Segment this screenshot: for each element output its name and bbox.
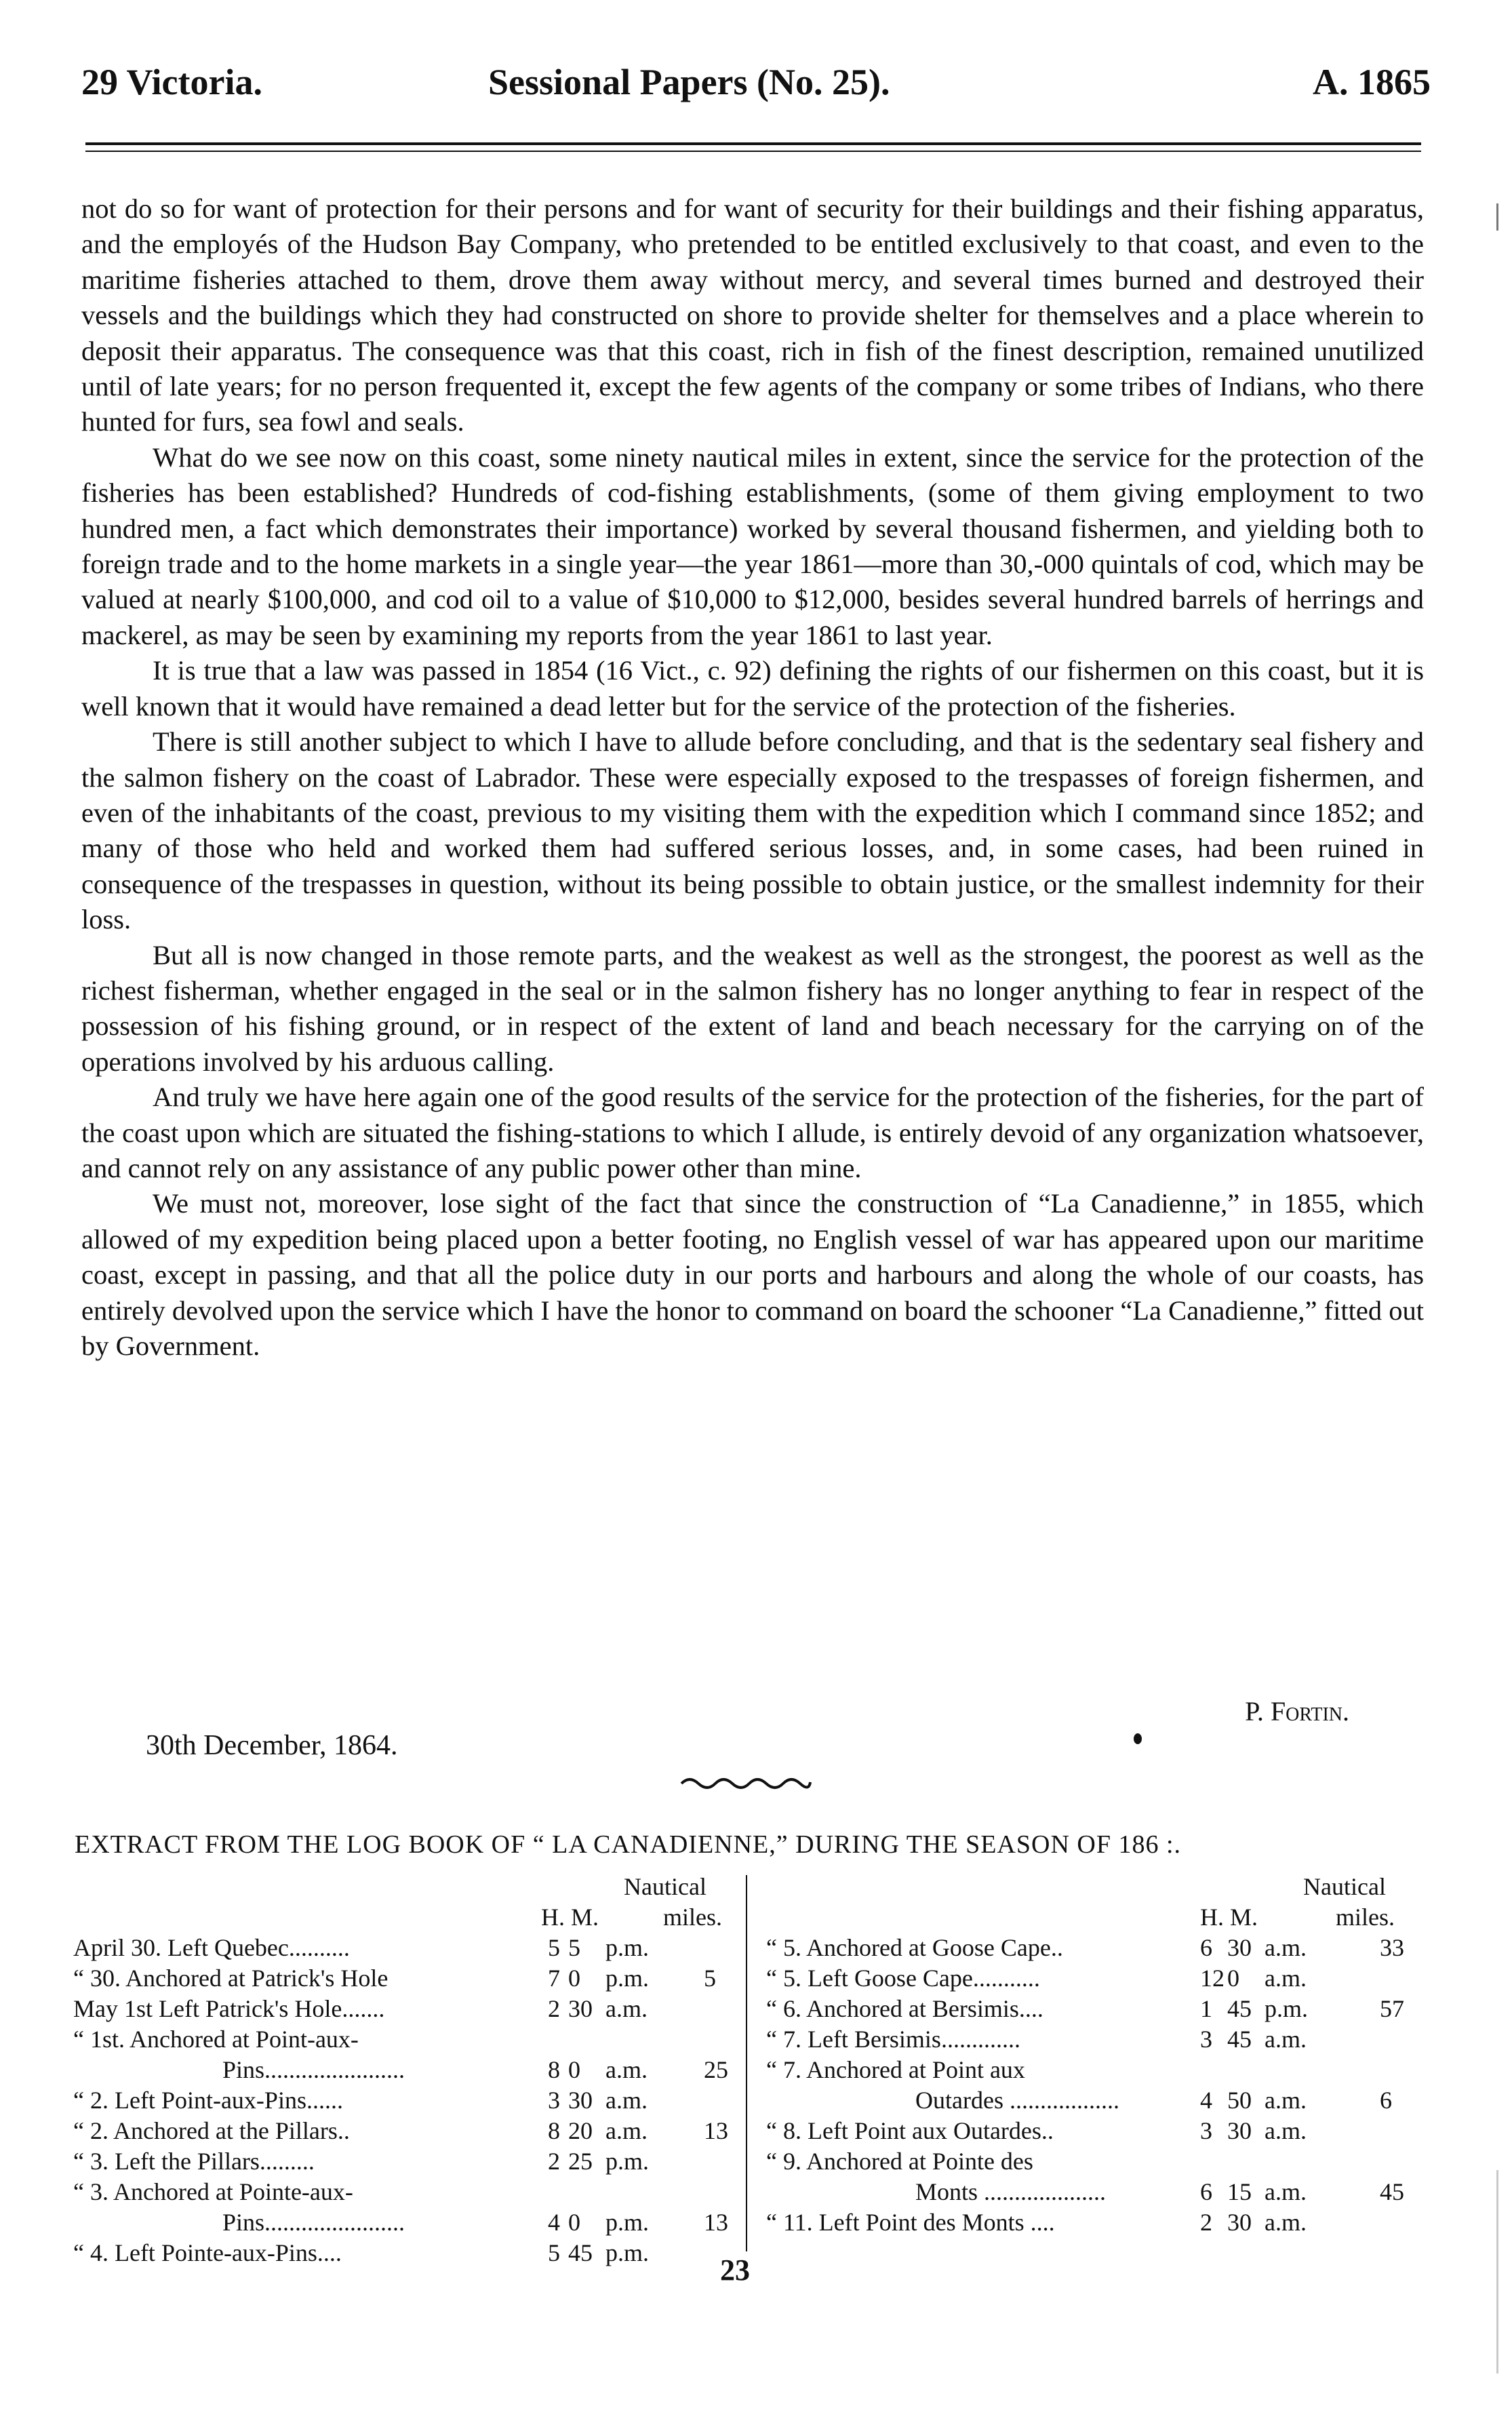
log-ampm: p.m.	[605, 2239, 650, 2266]
log-entry	[766, 1963, 1417, 1994]
log-hour: 2	[1200, 2209, 1212, 2236]
log-entry	[766, 1933, 1417, 1963]
log-miles: 6	[1380, 2087, 1392, 2114]
log-hour: 4	[548, 2209, 560, 2236]
log-entry	[73, 2055, 744, 2085]
log-description: “ 1st. Anchored at Point-aux-	[73, 2026, 359, 2053]
log-description: “ 8. Left Point aux Outardes..	[766, 2117, 1054, 2144]
log-hour: 2	[548, 2148, 560, 2175]
log-hour: 3	[1200, 2026, 1212, 2053]
log-ampm: p.m.	[605, 2148, 650, 2175]
log-description: “ 7. Left Bersimis.............	[766, 2026, 1020, 2053]
log-hour: 1	[1200, 1995, 1212, 2022]
log-description: “ 9. Anchored at Pointe des	[766, 2148, 1033, 2175]
miles-header: miles.	[663, 1904, 722, 1931]
log-minute: 30	[1227, 1934, 1252, 1961]
log-hour: 7	[548, 1965, 560, 1992]
log-header-row	[73, 1872, 744, 1902]
log-entry	[766, 2024, 1417, 2055]
log-miles: 25	[704, 2056, 728, 2083]
log-entry	[766, 1994, 1417, 2024]
hm-header: H. M.	[541, 1904, 599, 1931]
log-hour: 8	[548, 2117, 560, 2144]
log-ampm: a.m.	[1265, 2117, 1307, 2144]
log-description: “ 3. Left the Pillars.........	[73, 2148, 315, 2175]
log-entry	[73, 2146, 744, 2177]
log-description: “ 4. Left Pointe-aux-Pins....	[73, 2239, 342, 2266]
log-description: “ 6. Anchored at Bersimis....	[766, 1995, 1043, 2022]
log-minute: 0	[568, 2056, 580, 2083]
log-minute: 45	[568, 2239, 593, 2266]
nautical-header: Nautical	[624, 1873, 707, 1900]
log-description: “ 11. Left Point des Monts ....	[766, 2209, 1055, 2236]
header-left: 29 Victoria.	[81, 62, 262, 102]
log-header-row	[766, 1902, 1417, 1933]
log-minute: 25	[568, 2148, 593, 2175]
log-hour: 2	[548, 1995, 560, 2022]
nautical-header: Nautical	[1303, 1873, 1386, 1900]
log-description: “ 7. Anchored at Point aux	[766, 2056, 1025, 2083]
log-minute: 0	[1227, 1965, 1239, 1992]
log-entry	[766, 2055, 1417, 2085]
log-hour: 4	[1200, 2087, 1212, 2114]
paragraph: not do so for want of protection for their persons and for want of security for their buildings and their fishing apparatus, and the employés of the Hudson Bay Company, who pretended to be entitled exclusively to that coast, and even to the maritime fisheries attached to them, drove them away without mercy, and several times burned and destroyed their vessels and the buildings which they had constructed on shore to provide shelter for themselves and a place wherein to deposit their apparatus. The consequence was that this coast, rich in fish of the finest description, remained unutilized until of late years; for no person frequented it, except the few agents of the company or some tribes of Indians, who there hunted for furs, sea fowl and seals.	[81, 193, 1424, 437]
log-hour: 3	[1200, 2117, 1212, 2144]
log-entry	[73, 2116, 744, 2146]
log-description: “ 5. Left Goose Cape...........	[766, 1965, 1040, 1992]
log-description: “ 2. Anchored at the Pillars..	[73, 2117, 350, 2144]
page-number: 23	[720, 2253, 750, 2287]
log-entry	[73, 2085, 744, 2116]
log-ampm: p.m.	[605, 1934, 650, 1961]
log-ampm: a.m.	[1265, 1934, 1307, 1961]
log-ampm: a.m.	[1265, 1965, 1307, 1992]
log-entry	[73, 2177, 744, 2207]
log-ampm: a.m.	[605, 1995, 648, 2022]
signature: P. Fortin.	[1245, 1696, 1349, 1727]
log-minute: 0	[568, 2209, 580, 2236]
log-miles: 45	[1380, 2178, 1404, 2205]
ink-dot	[1134, 1733, 1142, 1744]
log-ampm: a.m.	[1265, 2178, 1307, 2205]
log-minute: 20	[568, 2117, 593, 2144]
log-ampm: a.m.	[1265, 2087, 1307, 2114]
log-minute: 30	[568, 1995, 593, 2022]
scan-speck	[1496, 203, 1498, 231]
log-hour: 8	[548, 2056, 560, 2083]
log-hour: 5	[548, 2239, 560, 2266]
miles-header: miles.	[1336, 1904, 1395, 1931]
log-miles: 13	[704, 2117, 728, 2144]
log-ampm: a.m.	[1265, 2026, 1307, 2053]
hm-header: H. M.	[1200, 1904, 1258, 1931]
page-header	[81, 61, 1431, 115]
log-minute: 30	[1227, 2117, 1252, 2144]
log-description: “ 30. Anchored at Patrick's Hole	[73, 1965, 389, 1992]
log-header-row	[73, 1902, 744, 1933]
log-ampm: a.m.	[605, 2087, 648, 2114]
log-minute: 45	[1227, 1995, 1252, 2022]
header-rule-thick	[85, 142, 1421, 145]
log-entry	[766, 2207, 1417, 2238]
log-miles: 57	[1380, 1995, 1404, 2022]
log-hour: 6	[1200, 1934, 1212, 1961]
paragraph: But all is now changed in those remote parts, and the weakest as well as the strongest, the poorest as well as the richest fisherman, whether engaged in the seal or in the salmon fishery has no longer anything to fear in respect of the possession of his fishing ground, or in respect of the extent of land and beach necessary for the carrying on of the operations involved by his arduous calling.	[81, 939, 1424, 1077]
log-ampm: a.m.	[1265, 2209, 1307, 2236]
log-miles: 13	[704, 2209, 728, 2236]
log-minute: 45	[1227, 2026, 1252, 2053]
log-minute: 0	[568, 1965, 580, 1992]
log-header-row	[766, 1872, 1417, 1902]
log-description: “ 2. Left Point-aux-Pins......	[73, 2087, 343, 2114]
log-entry	[766, 2085, 1417, 2116]
wave-ornament	[678, 1771, 814, 1792]
paragraph: There is still another subject to which I have to allude before concluding, and that is the sedentary seal fishery and the salmon fishery on the coast of Labrador. These were especially exposed to the trespasses of foreign fishermen, and even of the inhabitants of the coast, previous to my visiting them with the expedition which I command since 1852; and many of those who held and worked them had suffered serious losses, and, in some cases, had been ruined in consequence of the trespasses in question, without its being possible to obtain justice, or the smallest indemnity for their loss.	[81, 726, 1424, 935]
log-description: Monts ....................	[915, 2178, 1107, 2205]
log-ampm: p.m.	[605, 1965, 650, 1992]
log-entry	[73, 1933, 744, 1963]
log-ampm: p.m.	[1265, 1995, 1309, 2022]
log-minute: 5	[568, 1934, 580, 1961]
log-hour: 12	[1200, 1965, 1225, 1992]
log-description: Outardes ..................	[915, 2087, 1119, 2114]
log-description: “ 5. Anchored at Goose Cape..	[766, 1934, 1063, 1961]
log-miles: 33	[1380, 1934, 1404, 1961]
log-description: April 30. Left Quebec..........	[73, 1934, 350, 1961]
log-minute: 50	[1227, 2087, 1252, 2114]
log-description: Pins.......................	[222, 2209, 405, 2236]
extract-title: EXTRACT FROM THE LOG BOOK OF “ LA CANADIENNE,” DURING THE SEASON OF 186 :.	[75, 1830, 1182, 1859]
log-entry	[766, 2146, 1417, 2177]
date-line: 30th December, 1864.	[146, 1730, 398, 1761]
log-entry	[766, 2177, 1417, 2207]
paragraph: We must not, moreover, lose sight of the fact that since the construction of “La Canadienne,” in 1855, which allowed of my expedition being placed upon a better footing, no English vessel of war has appeared upon our maritime coast, except in passing, and that all the police duty in our ports and harbours and along the whole of our coasts, has entirely devolved upon the service which I have the honor to command on board the schooner “La Canadienne,” fitted out by Government.	[81, 1188, 1424, 1361]
log-minute: 30	[1227, 2209, 1252, 2236]
paragraph: And truly we have here again one of the good results of the service for the protection of the fisheries, for the part of the coast upon which are situated the fishing-stations to which I allude, is entirely devoid of any organization whatsoever, and cannot rely on any assistance of any public power other than mine.	[81, 1082, 1424, 1183]
log-entry	[73, 1994, 744, 2024]
log-ampm: a.m.	[605, 2117, 648, 2144]
header-right: A. 1865	[1313, 62, 1431, 102]
log-description: “ 3. Anchored at Pointe-aux-	[73, 2178, 353, 2205]
log-description: Pins.......................	[222, 2056, 405, 2083]
log-ampm: p.m.	[605, 2209, 650, 2236]
log-miles: 5	[704, 1965, 716, 1992]
log-minute: 30	[568, 2087, 593, 2114]
paragraph: What do we see now on this coast, some ninety nautical miles in extent, since the service for the protection of the fisheries has been established? Hundreds of cod-fishing establishments, (some of them giving employment to two hundred men, a fact which demonstrates their importance) worked by several thousand fishermen, and yielding both to foreign trade and to the home markets in a single year—the year 1861—more than 30,-000 quintals of cod, which may be valued at nearly $100,000, and cod oil to a value of $10,000 to $12,000, besides several hundred barrels of herrings and mackerel, as may be seen by examining my reports from the year 1861 to last year.	[81, 441, 1424, 650]
log-hour: 3	[548, 2087, 560, 2114]
log-entry	[73, 1963, 744, 1994]
log-description: May 1st Left Patrick's Hole.......	[73, 1995, 385, 2022]
log-minute: 15	[1227, 2178, 1252, 2205]
header-center: Sessional Papers (No. 25).	[488, 62, 890, 102]
scan-speck	[1496, 2170, 1498, 2373]
log-hour: 6	[1200, 2178, 1212, 2205]
log-entry	[73, 2024, 744, 2055]
column-divider	[746, 1875, 747, 2251]
paragraph: It is true that a law was passed in 1854 (16 Vict., c. 92) defining the rights of our fishermen on this coast, but it is well known that it would have remained a dead letter but for the service of the protection of the fisheries.	[81, 655, 1424, 722]
log-entry	[73, 2207, 744, 2238]
log-hour: 5	[548, 1934, 560, 1961]
header-rule-thin	[85, 151, 1421, 152]
log-ampm: a.m.	[605, 2056, 648, 2083]
log-entry	[766, 2116, 1417, 2146]
log-right-column	[766, 1872, 1417, 2238]
log-left-column	[73, 1872, 744, 2268]
body-text	[81, 191, 1424, 1364]
log-entry	[73, 2238, 744, 2268]
